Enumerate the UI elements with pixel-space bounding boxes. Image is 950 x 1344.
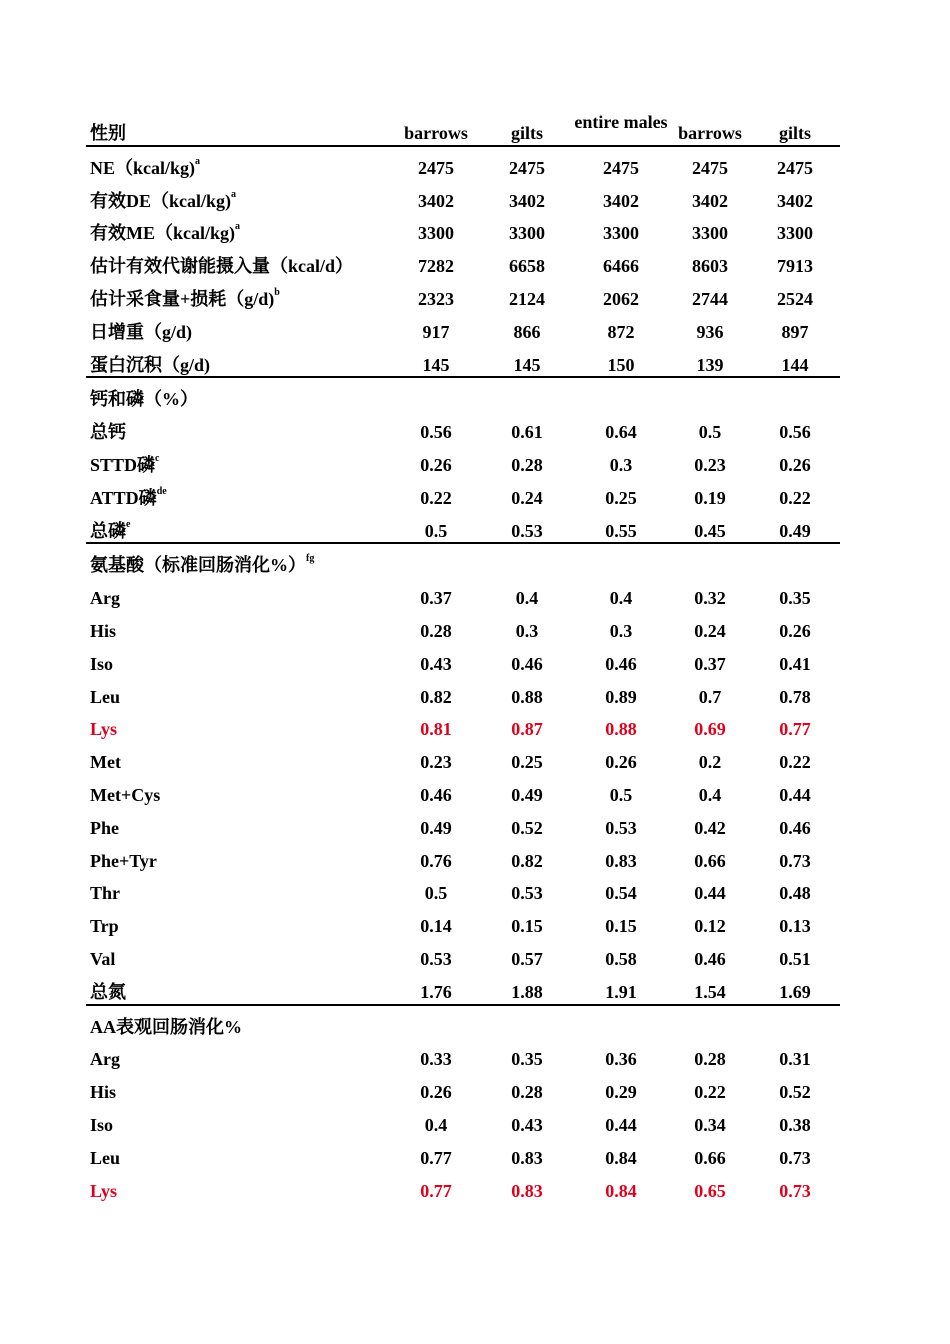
value-cell: 0.84 (605, 1180, 637, 1201)
value-cell: 0.2 (698, 752, 722, 773)
value-cell: 0.22 (694, 1082, 726, 1103)
value-cell: 3300 (418, 223, 454, 244)
value-cell: 7913 (777, 256, 813, 277)
value-cell: 0.53 (605, 817, 637, 838)
value-cell: 0.5 (609, 784, 633, 805)
value-cell: 0.24 (694, 620, 726, 641)
value-cell: 3402 (777, 190, 813, 211)
value-cell: 0.46 (605, 653, 637, 674)
value-cell: 0.44 (779, 784, 811, 805)
value-cell: 2323 (418, 288, 454, 309)
row-label (90, 245, 353, 278)
row-label-text: 总磷 (90, 520, 126, 541)
row-label (90, 577, 120, 610)
row-label-text: Phe (90, 817, 119, 838)
table-row (86, 840, 840, 873)
section-title-row (86, 544, 840, 577)
footnote-marker: a (195, 155, 201, 167)
value-cell: 0.28 (511, 454, 543, 475)
value-cell: 0.52 (779, 1082, 811, 1103)
value-cell: 8603 (692, 256, 728, 277)
value-cell: 0.26 (779, 454, 811, 475)
value-cell: 0.4 (515, 588, 539, 609)
table-row (86, 971, 840, 1006)
row-label-text: 总氮 (90, 981, 126, 1002)
row-label (90, 1104, 113, 1137)
value-cell: 0.43 (511, 1114, 543, 1135)
value-cell: 0.28 (694, 1049, 726, 1070)
row-label (90, 807, 119, 840)
row-label-text: 日增重（g/d) (90, 321, 193, 342)
value-cell: 0.82 (420, 686, 452, 707)
value-cell: 0.83 (511, 1180, 543, 1201)
row-label-text: Lys (90, 1180, 118, 1201)
value-cell: 6466 (603, 256, 639, 277)
table-row (86, 577, 840, 610)
row-label-text: NE（kcal/kg) (90, 157, 196, 178)
table-row (86, 245, 840, 278)
section-title (90, 544, 314, 577)
row-label (90, 444, 159, 477)
value-cell: 0.15 (605, 916, 637, 937)
value-cell: 936 (696, 321, 724, 342)
row-label (90, 510, 130, 543)
value-cell: 2475 (509, 157, 545, 178)
table-row (86, 477, 840, 510)
table-row (86, 1071, 840, 1104)
row-label-text: Arg (90, 588, 120, 609)
value-cell: 0.4 (609, 588, 633, 609)
footnote-marker: fg (306, 553, 315, 565)
value-cell: 7282 (418, 256, 454, 277)
row-label-text: Trp (90, 916, 119, 937)
row-label (90, 1038, 120, 1071)
row-label (90, 147, 200, 180)
value-cell: 0.49 (511, 784, 543, 805)
value-cell: 0.25 (511, 752, 543, 773)
value-cell: 1.91 (605, 981, 637, 1002)
table-row (86, 311, 840, 344)
value-cell: 2475 (692, 157, 728, 178)
value-cell: 0.22 (779, 752, 811, 773)
value-cell: 0.22 (779, 487, 811, 508)
row-label (90, 938, 115, 971)
section-title (90, 378, 198, 411)
value-cell: 0.15 (511, 916, 543, 937)
table-row (86, 344, 840, 379)
value-cell: 2744 (692, 288, 728, 309)
value-cell: 144 (781, 354, 809, 375)
footnote-marker: c (155, 452, 160, 464)
value-cell: 0.26 (420, 1082, 452, 1103)
value-cell: 0.46 (779, 817, 811, 838)
table-row (86, 872, 840, 905)
row-label-text: 总钙 (90, 422, 126, 443)
table-row (86, 774, 840, 807)
section-title-row (86, 1006, 840, 1039)
value-cell: 0.35 (511, 1049, 543, 1070)
table-row (86, 1137, 840, 1170)
table-row (86, 676, 840, 709)
value-cell: 0.77 (420, 1180, 452, 1201)
value-cell: 0.31 (779, 1049, 811, 1070)
table-row (86, 1038, 840, 1071)
value-cell: 0.82 (511, 850, 543, 871)
row-label (90, 840, 157, 873)
value-cell: 0.49 (420, 817, 452, 838)
row-label-text: His (90, 620, 117, 641)
value-cell: 0.5 (424, 520, 448, 541)
table-row (86, 147, 840, 180)
row-label (90, 774, 160, 807)
value-cell: 0.4 (698, 784, 722, 805)
row-label-text: Lys (90, 719, 118, 740)
value-cell: 0.49 (779, 520, 811, 541)
footnote-marker: b (274, 286, 280, 298)
table-row (86, 1104, 840, 1137)
row-label (90, 708, 117, 741)
value-cell: 0.65 (694, 1180, 726, 1201)
value-cell: 0.41 (779, 653, 811, 674)
value-cell: 0.53 (511, 883, 543, 904)
section-title-text: 钙和磷（%） (90, 389, 198, 410)
row-label (90, 278, 280, 311)
value-cell: 0.28 (420, 620, 452, 641)
table-row (86, 708, 840, 741)
value-cell: 2062 (603, 288, 639, 309)
value-cell: 0.4 (424, 1114, 448, 1135)
row-label (90, 180, 236, 213)
table-row (86, 180, 840, 213)
value-cell: 0.89 (605, 686, 637, 707)
value-cell: 1.76 (420, 981, 452, 1002)
value-cell: 0.26 (605, 752, 637, 773)
value-cell: 917 (422, 321, 450, 342)
value-cell: 0.26 (779, 620, 811, 641)
value-cell: 0.87 (511, 719, 543, 740)
value-cell: 0.54 (605, 883, 637, 904)
value-cell: 0.58 (605, 948, 637, 969)
value-cell: 0.3 (609, 620, 633, 641)
row-label (90, 610, 116, 643)
value-cell: 0.43 (420, 653, 452, 674)
row-label-text: STTD磷 (90, 454, 156, 475)
value-cell: 0.36 (605, 1049, 637, 1070)
value-cell: 0.56 (420, 422, 452, 443)
value-cell: 0.37 (420, 588, 452, 609)
row-label (90, 905, 119, 938)
header-col-entire-males: entire males (574, 112, 668, 132)
value-cell: 0.84 (605, 1147, 637, 1168)
value-cell: 0.73 (779, 1180, 811, 1201)
value-cell: 0.35 (779, 588, 811, 609)
header-label: 性别 (90, 123, 126, 143)
value-cell: 2124 (509, 288, 545, 309)
value-cell: 3300 (692, 223, 728, 244)
value-cell: 0.46 (511, 653, 543, 674)
value-cell: 0.57 (511, 948, 543, 969)
row-label-text: Met (90, 752, 121, 773)
row-label (90, 1170, 117, 1203)
row-label (90, 477, 167, 510)
value-cell: 1.88 (511, 981, 543, 1002)
value-cell: 3402 (603, 190, 639, 211)
value-cell: 0.76 (420, 850, 452, 871)
section-title-row (86, 378, 840, 411)
value-cell: 0.46 (420, 784, 452, 805)
value-cell: 0.46 (694, 948, 726, 969)
row-label-text: Thr (90, 883, 121, 904)
value-cell: 6658 (509, 256, 545, 277)
row-label (90, 676, 120, 709)
row-label-text: Leu (90, 686, 121, 707)
row-label-text: Iso (90, 1114, 114, 1135)
value-cell: 0.48 (779, 883, 811, 904)
value-cell: 0.33 (420, 1049, 452, 1070)
footnote-marker: a (231, 188, 237, 200)
value-cell: 0.77 (420, 1147, 452, 1168)
value-cell: 0.52 (511, 817, 543, 838)
section-title (90, 1006, 242, 1039)
section-title-text: 氨基酸（标准回肠消化%） (90, 555, 306, 576)
value-cell: 0.13 (779, 916, 811, 937)
table-row (86, 212, 840, 245)
value-cell: 0.44 (694, 883, 726, 904)
value-cell: 0.73 (779, 850, 811, 871)
value-cell: 3402 (509, 190, 545, 211)
value-cell: 0.32 (694, 588, 726, 609)
value-cell: 0.69 (694, 719, 726, 740)
value-cell: 0.3 (515, 620, 539, 641)
value-cell: 3402 (692, 190, 728, 211)
value-cell: 0.73 (779, 1147, 811, 1168)
value-cell: 0.88 (511, 686, 543, 707)
header-col-gilts-2: gilts (778, 123, 811, 143)
row-label-text: His (90, 1082, 117, 1103)
value-cell: 0.53 (511, 520, 543, 541)
value-cell: 0.83 (605, 850, 637, 871)
value-cell: 0.24 (511, 487, 543, 508)
value-cell: 0.7 (698, 686, 722, 707)
value-cell: 0.28 (511, 1082, 543, 1103)
value-cell: 0.3 (609, 454, 633, 475)
value-cell: 0.38 (779, 1114, 811, 1135)
value-cell: 866 (513, 321, 541, 342)
value-cell: 0.23 (420, 752, 452, 773)
value-cell: 1.69 (779, 981, 811, 1002)
row-label-text: 估计采食量+损耗（g/d) (90, 288, 275, 309)
value-cell: 0.81 (420, 719, 452, 740)
footnote-marker: de (156, 485, 167, 497)
table-row (86, 510, 840, 545)
table-row (86, 643, 840, 676)
footnote-marker: a (235, 221, 241, 233)
value-cell: 0.25 (605, 487, 637, 508)
value-cell: 0.5 (698, 422, 722, 443)
row-label-text: Leu (90, 1147, 121, 1168)
value-cell: 0.37 (694, 653, 726, 674)
row-label-text: Phe+Tyr (90, 850, 157, 871)
value-cell: 0.61 (511, 422, 543, 443)
table-row (86, 411, 840, 444)
value-cell: 3300 (777, 223, 813, 244)
header-col-barrows-1: barrows (404, 123, 468, 143)
value-cell: 0.64 (605, 422, 637, 443)
footnote-marker: e (126, 518, 131, 530)
value-cell: 0.51 (779, 948, 811, 969)
value-cell: 0.29 (605, 1082, 637, 1103)
value-cell: 0.55 (605, 520, 637, 541)
value-cell: 3300 (603, 223, 639, 244)
value-cell: 0.34 (694, 1114, 726, 1135)
value-cell: 0.23 (694, 454, 726, 475)
value-cell: 0.5 (424, 883, 448, 904)
value-cell: 0.26 (420, 454, 452, 475)
table-row (86, 1170, 840, 1203)
value-cell: 0.45 (694, 520, 726, 541)
table-row (86, 610, 840, 643)
value-cell: 0.12 (694, 916, 726, 937)
value-cell: 0.42 (694, 817, 726, 838)
value-cell: 872 (607, 321, 635, 342)
value-cell: 145 (513, 354, 541, 375)
row-label-text: 估计有效代谢能摄入量（kcal/d） (90, 256, 354, 277)
row-label-text: Arg (90, 1049, 120, 1070)
row-label-text: Met+Cys (90, 784, 161, 805)
section-title-text: AA表观回肠消化% (90, 1016, 242, 1037)
row-label (90, 971, 126, 1004)
table-row (86, 278, 840, 311)
value-cell: 2475 (603, 157, 639, 178)
table-row (86, 938, 840, 971)
table-header-row (86, 112, 840, 147)
row-label-text: 蛋白沉积（g/d) (90, 354, 211, 375)
value-cell: 0.44 (605, 1114, 637, 1135)
row-label (90, 741, 121, 774)
value-cell: 0.66 (694, 1147, 726, 1168)
value-cell: 0.77 (779, 719, 811, 740)
row-label (90, 1071, 116, 1104)
value-cell: 1.54 (694, 981, 726, 1002)
row-label (90, 344, 210, 377)
row-label (90, 212, 240, 245)
value-cell: 0.88 (605, 719, 637, 740)
row-label (90, 411, 126, 444)
row-label (90, 311, 192, 344)
value-cell: 0.53 (420, 948, 452, 969)
table-row (86, 905, 840, 938)
value-cell: 2475 (777, 157, 813, 178)
value-cell: 145 (422, 354, 450, 375)
value-cell: 0.14 (420, 916, 452, 937)
row-label (90, 643, 113, 676)
value-cell: 0.78 (779, 686, 811, 707)
header-col-gilts-1: gilts (510, 123, 543, 143)
nutrient-requirements-table (86, 112, 840, 1202)
value-cell: 0.83 (511, 1147, 543, 1168)
value-cell: 2524 (777, 288, 813, 309)
table-row (86, 444, 840, 477)
table-row (86, 741, 840, 774)
value-cell: 150 (607, 354, 635, 375)
row-label (90, 1137, 120, 1170)
row-label (90, 872, 120, 905)
value-cell: 0.19 (694, 487, 726, 508)
value-cell: 2475 (418, 157, 454, 178)
value-cell: 0.66 (694, 850, 726, 871)
value-cell: 0.56 (779, 422, 811, 443)
row-label-text: 有效ME（kcal/kg) (90, 223, 236, 244)
row-label-text: Iso (90, 653, 114, 674)
table-row (86, 807, 840, 840)
header-col-barrows-2: barrows (678, 123, 742, 143)
value-cell: 897 (781, 321, 809, 342)
row-label-text: Val (90, 948, 116, 969)
value-cell: 139 (696, 354, 724, 375)
value-cell: 3300 (509, 223, 545, 244)
value-cell: 3402 (418, 190, 454, 211)
value-cell: 0.22 (420, 487, 452, 508)
row-label-text: ATTD磷 (90, 487, 157, 508)
row-label-text: 有效DE（kcal/kg) (90, 190, 232, 211)
